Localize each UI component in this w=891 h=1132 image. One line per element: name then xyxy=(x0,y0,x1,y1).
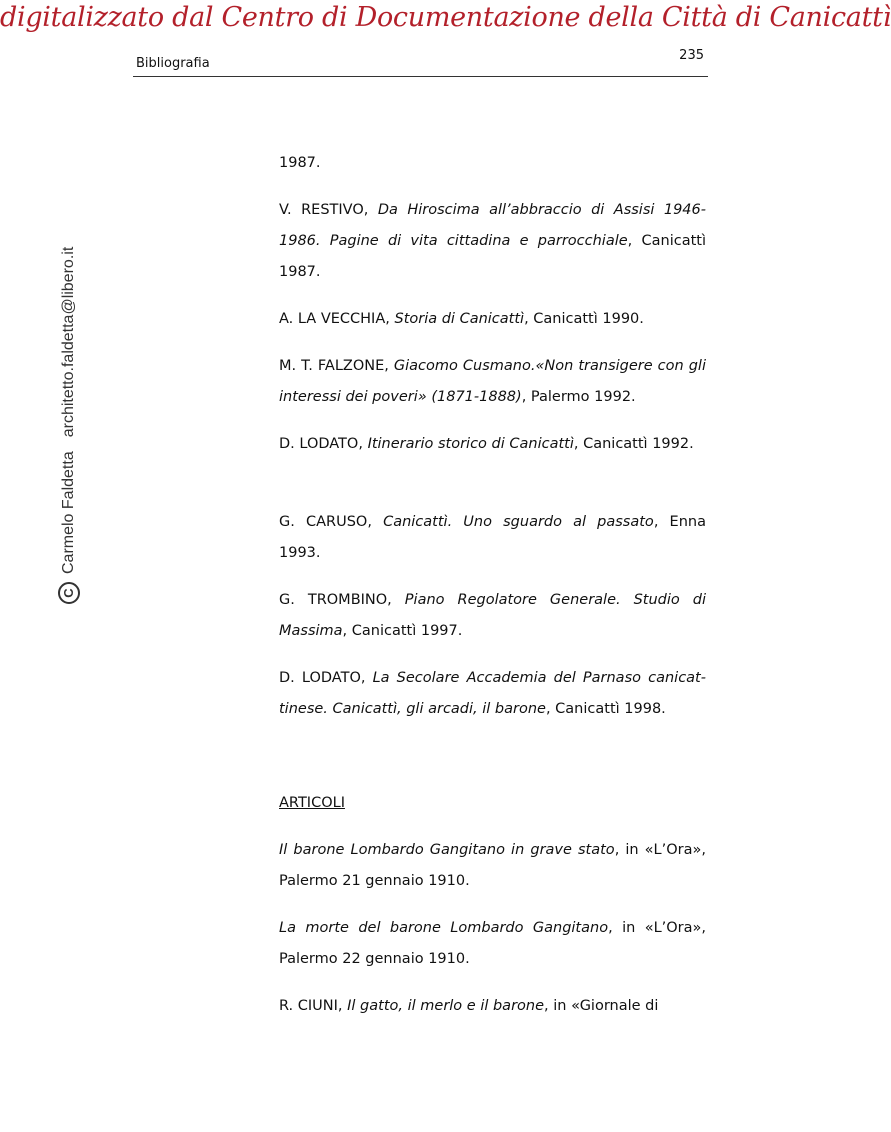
entry-title: Canicattì. Uno sguardo al passato xyxy=(383,514,654,530)
entry-publication: , Canicattì 1998. xyxy=(545,701,666,717)
book-entry xyxy=(279,663,706,725)
entry-title: Piano Regolatore Generale. Studio di Massima xyxy=(279,592,707,639)
book-entry xyxy=(279,304,706,335)
book-entry xyxy=(279,195,706,288)
entry-publication: , in «L’Ora», Palermo 22 gennaio 1910. xyxy=(279,920,706,967)
entry-publication: , Canicattì 1987. xyxy=(279,233,706,280)
entry-title: Il gatto, il merlo e il barone xyxy=(347,998,545,1014)
article-entry xyxy=(279,991,706,1022)
book-entry xyxy=(279,507,706,569)
entry-author: M. T. FALZONE, xyxy=(279,358,394,374)
running-header xyxy=(133,48,708,77)
author-name: Carmelo Faldetta xyxy=(60,451,78,574)
article-entry xyxy=(279,835,706,897)
entry-author: G. TROMBINO, xyxy=(279,592,405,608)
book-entry xyxy=(279,148,706,179)
article-entry xyxy=(279,913,706,975)
entry-title: Itinerario storico di Canicattì xyxy=(367,436,574,452)
entry-author: D. LODATO, xyxy=(279,670,373,686)
entry-author: D. LODATO, xyxy=(279,436,368,452)
book-entry xyxy=(279,351,706,413)
digitization-watermark: digitalizzato dal Centro di Documentazione della Città di Canicattì xyxy=(0,2,891,33)
book-entry xyxy=(279,429,706,460)
entry-title: Il barone Lombardo Gangitano in grave stato xyxy=(279,842,615,858)
page-number: 235 xyxy=(679,48,704,63)
entry-title: La morte del barone Lombardo Gangitano xyxy=(279,920,609,936)
entry-author: R. CIUNI, xyxy=(279,998,348,1014)
entry-author: A. LA VECCHIA, xyxy=(279,311,395,327)
articles-heading: ARTICOLI xyxy=(279,795,345,811)
side-copyright xyxy=(58,247,80,604)
entry-author: G. CARUSO, xyxy=(279,514,384,530)
entry-continuation: 1987. xyxy=(279,155,321,171)
book-entry xyxy=(279,585,706,647)
entry-publication: , in «L’Ora», Palermo 21 gennaio 1910. xyxy=(279,842,706,889)
entry-title: La Secolare Accademia del Parnaso canicat-tinese. Canicattì, gli arcadi, il barone xyxy=(279,670,706,717)
entry-title: Da Hiroscima all’abbraccio di Assisi 1946-1986. Pagine di vita cittadina e parrocchiale xyxy=(279,202,706,249)
entry-title: Giacomo Cusmano.«Non transigere con gli interessi dei poveri» (1871-1888) xyxy=(279,358,706,405)
header-title: Bibliografia xyxy=(136,56,210,71)
entry-publication: , in «Giornale di xyxy=(544,998,659,1014)
author-email: architetto.faldetta@libero.it xyxy=(60,246,78,438)
entry-author: V. RESTIVO, xyxy=(279,202,378,218)
entry-publication: , Canicattì 1997. xyxy=(342,623,463,639)
copyright-icon: C xyxy=(58,582,80,604)
entry-publication: , Palermo 1992. xyxy=(521,389,636,405)
entry-publication: , Enna 1993. xyxy=(279,514,706,561)
entry-title: Storia di Canicattì xyxy=(394,311,525,327)
entry-publication: , Canicattì 1990. xyxy=(524,311,644,327)
entry-publication: , Canicattì 1992. xyxy=(573,436,694,452)
